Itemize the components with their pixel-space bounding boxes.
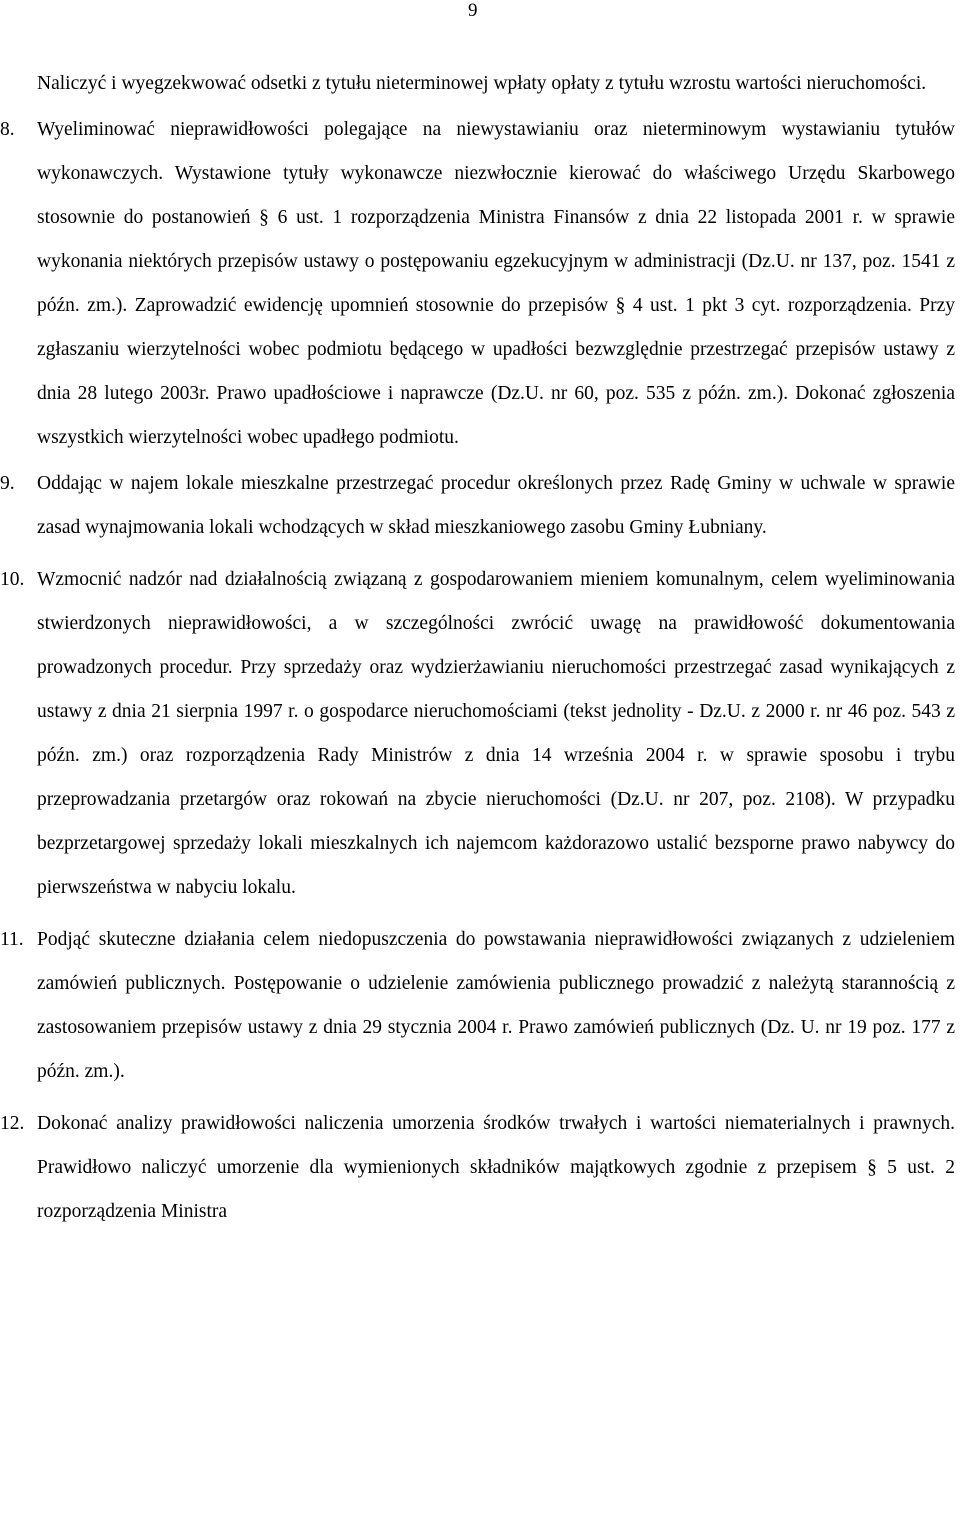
document-body: [0, 62, 955, 1234]
list-item-number: 12.: [0, 1113, 25, 1134]
list-item-11: [0, 918, 955, 1094]
list-item-text: Wzmocnić nadzór nad działalnością związaną z gospodarowaniem mieniem komunalnym, celem wyeliminowania stwierdzonych nieprawidłowości, a w szczególności zwrócić uwagę na prawidłowość dokumentowania prowadzonych procedur. Przy sprzedaży oraz wydzierżawianiu nieruchomości przestrzegać zasad wynikających z ustawy z dnia 21 sierpnia 1997 r. o gospodarce nieruchomościami (tekst jednolity - Dz.U. z 2000 r. nr 46 poz. 543 z późn. zm.) oraz rozporządzenia Rady Ministrów z dnia 14 września 2004 r. w sprawie sposobu i trybu przeprowadzania przetargów oraz rokowań na zbycie nieruchomości (Dz.U. nr 207, poz. 2108). W przypadku bezprzetargowej sprzedaży lokali mieszkalnych ich najemcom każdorazowo ustalić bezsporne prawo nabywcy do pierwszeństwa w nabyciu lokalu.: [37, 569, 955, 898]
list-item-text: Podjąć skuteczne działania celem niedopuszczenia do powstawania nieprawidłowości związanych z udzieleniem zamówień publicznych. Postępowanie o udzielenie zamówienia publicznego prowadzić z należytą starannością z zastosowaniem przepisów ustawy z dnia 29 stycznia 2004 r. Prawo zamówień publicznych (Dz. U. nr 19 poz. 177 z późn. zm.).: [37, 929, 955, 1082]
list-item-9: [0, 462, 955, 550]
page-number: 9: [468, 0, 478, 21]
list-item-number: 10.: [0, 569, 25, 590]
list-item-12: [0, 1102, 955, 1234]
list-item-8: [0, 108, 955, 460]
list-item-number: 9.: [0, 473, 15, 494]
list-item-text: Oddając w najem lokale mieszkalne przestrzegać procedur określonych przez Radę Gminy w uchwale w sprawie zasad wynajmowania lokali wchodzących w skład mieszkaniowego zasobu Gminy Łubniany.: [37, 473, 955, 538]
list-item-text: Wyeliminować nieprawidłowości polegające na niewystawianiu oraz nieterminowym wystawianiu tytułów wykonawczych. Wystawione tytuły wykonawcze niezwłocznie kierować do właściwego Urzędu Skarbowego stosownie do postanowień § 6 ust. 1 rozporządzenia Ministra Finansów z dnia 22 listopada 2001 r. w sprawie wykonania niektórych przepisów ustawy o postępowaniu egzekucyjnym w administracji (Dz.U. nr 137, poz. 1541 z późn. zm.). Zaprowadzić ewidencję upomnień stosownie do przepisów § 4 ust. 1 pkt 3 cyt. rozporządzenia. Przy zgłaszaniu wierzytelności wobec podmiotu będącego w upadłości bezwzględnie przestrzegać przepisów ustawy z dnia 28 lutego 2003r. Prawo upadłościowe i naprawcze (Dz.U. nr 60, poz. 535 z późn. zm.). Dokonać zgłoszenia wszystkich wierzytelności wobec upadłego podmiotu.: [37, 119, 955, 448]
list-item-10: [0, 558, 955, 910]
list-item-number: 8.: [0, 119, 15, 140]
intro-paragraph: Naliczyć i wyegzekwować odsetki z tytułu nieterminowej wpłaty opłaty z tytułu wzrostu wartości nieruchomości.: [37, 73, 927, 94]
list-item-number: 11.: [0, 929, 24, 950]
list-item-text: Dokonać analizy prawidłowości naliczenia umorzenia środków trwałych i wartości niematerialnych i prawnych. Prawidłowo naliczyć umorzenie dla wymienionych składników majątkowych zgodnie z przepisem § 5 ust. 2 rozporządzenia Ministra: [37, 1113, 955, 1222]
